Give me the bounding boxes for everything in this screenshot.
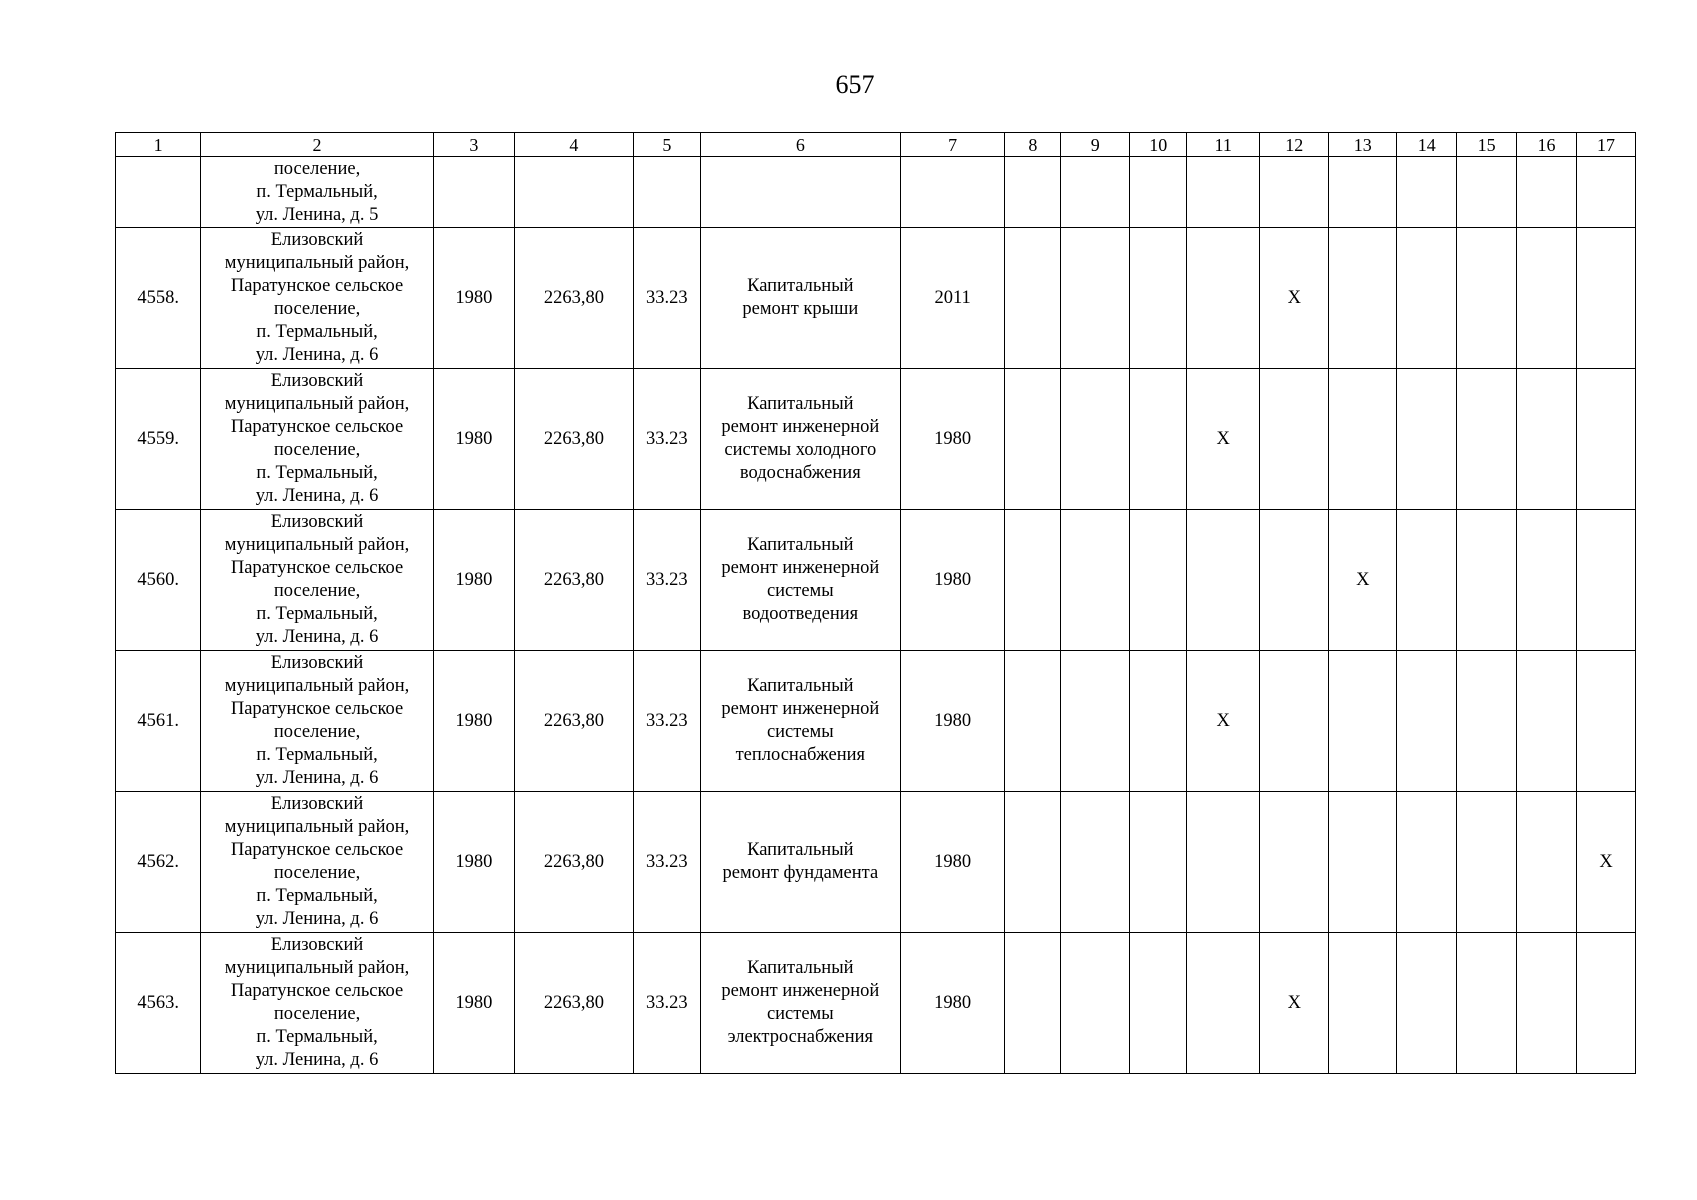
cell-mark: X	[1187, 369, 1260, 510]
cell-empty	[1329, 933, 1397, 1074]
cell-empty	[1061, 369, 1130, 510]
cell-number	[116, 157, 201, 228]
cell-number: 4560.	[116, 510, 201, 651]
cell-col7: 1980	[900, 792, 1005, 933]
cell-year: 1980	[433, 933, 514, 1074]
column-header: 7	[900, 133, 1005, 157]
cell-empty	[1517, 933, 1577, 1074]
cell-number: 4562.	[116, 792, 201, 933]
cell-empty	[700, 157, 900, 228]
work-line: Капитальный	[747, 958, 854, 978]
cell-mark: X	[1577, 792, 1636, 933]
cell-empty	[1517, 651, 1577, 792]
table-row	[116, 651, 1636, 792]
work-line: ремонт крыши	[742, 299, 859, 319]
address-line: муниципальный район,	[224, 535, 410, 555]
cell-empty	[1260, 510, 1329, 651]
cell-empty	[1517, 792, 1577, 933]
cell-number: 4558.	[116, 228, 201, 369]
cell-area: 2263,80	[515, 651, 634, 792]
cell-empty	[900, 157, 1005, 228]
address-line: Елизовский	[270, 794, 364, 814]
address-line: ул. Ленина, д. 6	[255, 486, 379, 506]
address-line: п. Термальный,	[256, 604, 378, 624]
cell-empty	[1577, 369, 1636, 510]
table-row	[116, 228, 1636, 369]
page-number: 657	[835, 70, 875, 99]
cell-empty	[1187, 510, 1260, 651]
cell-empty	[633, 157, 700, 228]
cell-empty	[1260, 157, 1329, 228]
cell-address	[201, 369, 434, 510]
cell-col5: 33.23	[633, 510, 700, 651]
column-header: 2	[201, 133, 434, 157]
cell-empty	[1005, 228, 1061, 369]
cell-col7: 1980	[900, 510, 1005, 651]
cell-col7: 1980	[900, 651, 1005, 792]
cell-col5: 33.23	[633, 933, 700, 1074]
work-line: водоснабжения	[739, 463, 861, 483]
cell-empty	[1577, 510, 1636, 651]
cell-year: 1980	[433, 228, 514, 369]
cell-empty	[1260, 792, 1329, 933]
work-line: Капитальный	[747, 535, 854, 555]
cell-empty	[1517, 510, 1577, 651]
table-row	[116, 369, 1636, 510]
cell-work-type	[700, 651, 900, 792]
cell-empty	[1061, 792, 1130, 933]
cell-empty	[1577, 651, 1636, 792]
cell-col7: 1980	[900, 933, 1005, 1074]
work-line: ремонт инженерной	[721, 699, 880, 719]
cell-empty	[1397, 933, 1457, 1074]
work-line: водоотведения	[742, 604, 859, 624]
address-line: Елизовский	[270, 512, 364, 532]
cell-empty	[1397, 157, 1457, 228]
cell-empty	[1187, 157, 1260, 228]
address-line: муниципальный район,	[224, 676, 410, 696]
address-line: п. Термальный,	[256, 322, 378, 342]
cell-mark: X	[1260, 933, 1329, 1074]
cell-empty	[1329, 792, 1397, 933]
cell-empty	[1061, 933, 1130, 1074]
address-line: Елизовский	[270, 230, 364, 250]
continued-row	[116, 157, 1636, 228]
cell-address	[201, 792, 434, 933]
cell-area: 2263,80	[515, 510, 634, 651]
column-header: 5	[633, 133, 700, 157]
cell-empty	[1457, 933, 1517, 1074]
cell-empty	[1130, 510, 1187, 651]
work-line: ремонт инженерной	[721, 981, 880, 1001]
address-line: Паратунское сельское	[230, 558, 404, 578]
address-line: Паратунское сельское	[230, 276, 404, 296]
cell-empty	[1061, 157, 1130, 228]
address-line: Елизовский	[270, 653, 364, 673]
cell-col5: 33.23	[633, 369, 700, 510]
address-line: поселение,	[273, 1004, 361, 1024]
address-line: муниципальный район,	[224, 253, 410, 273]
cell-empty	[1329, 228, 1397, 369]
cell-empty	[1397, 228, 1457, 369]
cell-empty	[1577, 157, 1636, 228]
address-line: поселение,	[273, 299, 361, 319]
cell-empty	[1577, 933, 1636, 1074]
cell-empty	[1457, 510, 1517, 651]
address-line: ул. Ленина, д. 6	[255, 768, 379, 788]
cell-number: 4559.	[116, 369, 201, 510]
table-row	[116, 933, 1636, 1074]
cell-mark: X	[1187, 651, 1260, 792]
cell-empty	[1397, 651, 1457, 792]
cell-empty	[1457, 369, 1517, 510]
cell-empty	[433, 157, 514, 228]
address-line: Паратунское сельское	[230, 417, 404, 437]
cell-number: 4563.	[116, 933, 201, 1074]
address-line: п. Термальный,	[256, 181, 378, 202]
work-line: ремонт инженерной	[721, 417, 880, 437]
address-line: муниципальный район,	[224, 958, 410, 978]
column-header: 3	[433, 133, 514, 157]
address-line: поселение,	[273, 158, 361, 179]
column-header: 12	[1260, 133, 1329, 157]
work-line: системы	[766, 1004, 834, 1024]
cell-empty	[515, 157, 634, 228]
address-line: п. Термальный,	[256, 745, 378, 765]
address-line: ул. Ленина, д. 6	[255, 1050, 379, 1070]
column-header: 1	[116, 133, 201, 157]
address-line: п. Термальный,	[256, 463, 378, 483]
cell-col5: 33.23	[633, 651, 700, 792]
cell-empty	[1517, 228, 1577, 369]
cell-col7: 2011	[900, 228, 1005, 369]
cell-empty	[1397, 510, 1457, 651]
column-header: 11	[1187, 133, 1260, 157]
address-line: п. Термальный,	[256, 1027, 378, 1047]
cell-empty	[1517, 369, 1577, 510]
cell-address	[201, 651, 434, 792]
cell-empty	[1061, 510, 1130, 651]
address-line: Паратунское сельское	[230, 699, 404, 719]
cell-empty	[1005, 157, 1061, 228]
cell-empty	[1397, 369, 1457, 510]
cell-empty	[1577, 228, 1636, 369]
cell-empty	[1457, 651, 1517, 792]
cell-address	[201, 933, 434, 1074]
column-header: 17	[1577, 133, 1636, 157]
work-line: Капитальный	[747, 394, 854, 414]
table-row	[116, 510, 1636, 651]
cell-empty	[1130, 369, 1187, 510]
cell-work-type	[700, 369, 900, 510]
cell-empty	[1260, 369, 1329, 510]
cell-work-type	[700, 510, 900, 651]
work-line: Капитальный	[747, 840, 854, 860]
cell-empty	[1517, 157, 1577, 228]
table-row	[116, 792, 1636, 933]
cell-empty	[1005, 510, 1061, 651]
cell-col5: 33.23	[633, 792, 700, 933]
work-line: Капитальный	[747, 276, 854, 296]
work-line: электроснабжения	[727, 1027, 874, 1047]
cell-work-type	[700, 228, 900, 369]
work-line: системы	[766, 581, 834, 601]
cell-area: 2263,80	[515, 792, 634, 933]
work-line: ремонт фундамента	[722, 863, 879, 883]
column-header: 10	[1130, 133, 1187, 157]
column-header: 8	[1005, 133, 1061, 157]
cell-mark: X	[1329, 510, 1397, 651]
column-header: 4	[515, 133, 634, 157]
work-line: ремонт инженерной	[721, 558, 880, 578]
column-header: 9	[1061, 133, 1130, 157]
cell-address	[201, 228, 434, 369]
column-header: 16	[1517, 133, 1577, 157]
address-line: поселение,	[273, 581, 361, 601]
address-line: Паратунское сельское	[230, 981, 404, 1001]
address-line: поселение,	[273, 722, 361, 742]
cell-empty	[1457, 228, 1517, 369]
address-line: Паратунское сельское	[230, 840, 404, 860]
cell-year: 1980	[433, 792, 514, 933]
repair-schedule-table	[115, 132, 1636, 1074]
cell-year: 1980	[433, 510, 514, 651]
cell-empty	[1130, 651, 1187, 792]
cell-col7: 1980	[900, 369, 1005, 510]
cell-empty	[1061, 228, 1130, 369]
cell-number: 4561.	[116, 651, 201, 792]
cell-empty	[1457, 157, 1517, 228]
address-line: поселение,	[273, 863, 361, 883]
cell-work-type	[700, 933, 900, 1074]
cell-address	[201, 510, 434, 651]
column-header: 15	[1457, 133, 1517, 157]
cell-area: 2263,80	[515, 228, 634, 369]
cell-empty	[1187, 933, 1260, 1074]
cell-address	[201, 157, 434, 228]
cell-mark: X	[1260, 228, 1329, 369]
cell-empty	[1329, 157, 1397, 228]
cell-empty	[1005, 369, 1061, 510]
cell-empty	[1130, 157, 1187, 228]
cell-year: 1980	[433, 369, 514, 510]
cell-empty	[1061, 651, 1130, 792]
cell-empty	[1130, 792, 1187, 933]
address-line: ул. Ленина, д. 5	[255, 204, 379, 225]
address-line: Елизовский	[270, 935, 364, 955]
work-line: системы холодного	[724, 440, 877, 460]
address-line: поселение,	[273, 440, 361, 460]
cell-empty	[1005, 651, 1061, 792]
column-number-row	[116, 133, 1636, 157]
column-header: 13	[1329, 133, 1397, 157]
cell-year: 1980	[433, 651, 514, 792]
cell-empty	[1005, 933, 1061, 1074]
address-line: Елизовский	[270, 371, 364, 391]
cell-empty	[1187, 228, 1260, 369]
cell-empty	[1130, 228, 1187, 369]
cell-empty	[1457, 792, 1517, 933]
address-line: п. Термальный,	[256, 886, 378, 906]
cell-empty	[1329, 651, 1397, 792]
work-line: системы	[766, 722, 834, 742]
address-line: ул. Ленина, д. 6	[255, 909, 379, 929]
address-line: ул. Ленина, д. 6	[255, 345, 379, 365]
cell-empty	[1397, 792, 1457, 933]
cell-empty	[1187, 792, 1260, 933]
column-header: 14	[1397, 133, 1457, 157]
work-line: Капитальный	[747, 676, 854, 696]
address-line: ул. Ленина, д. 6	[255, 627, 379, 647]
cell-area: 2263,80	[515, 369, 634, 510]
column-header: 6	[700, 133, 900, 157]
address-line: муниципальный район,	[224, 394, 410, 414]
cell-empty	[1329, 369, 1397, 510]
cell-empty	[1005, 792, 1061, 933]
work-line: теплоснабжения	[735, 745, 866, 765]
cell-work-type	[700, 792, 900, 933]
cell-area: 2263,80	[515, 933, 634, 1074]
cell-empty	[1130, 933, 1187, 1074]
address-line: муниципальный район,	[224, 817, 410, 837]
cell-empty	[1260, 651, 1329, 792]
cell-col5: 33.23	[633, 228, 700, 369]
